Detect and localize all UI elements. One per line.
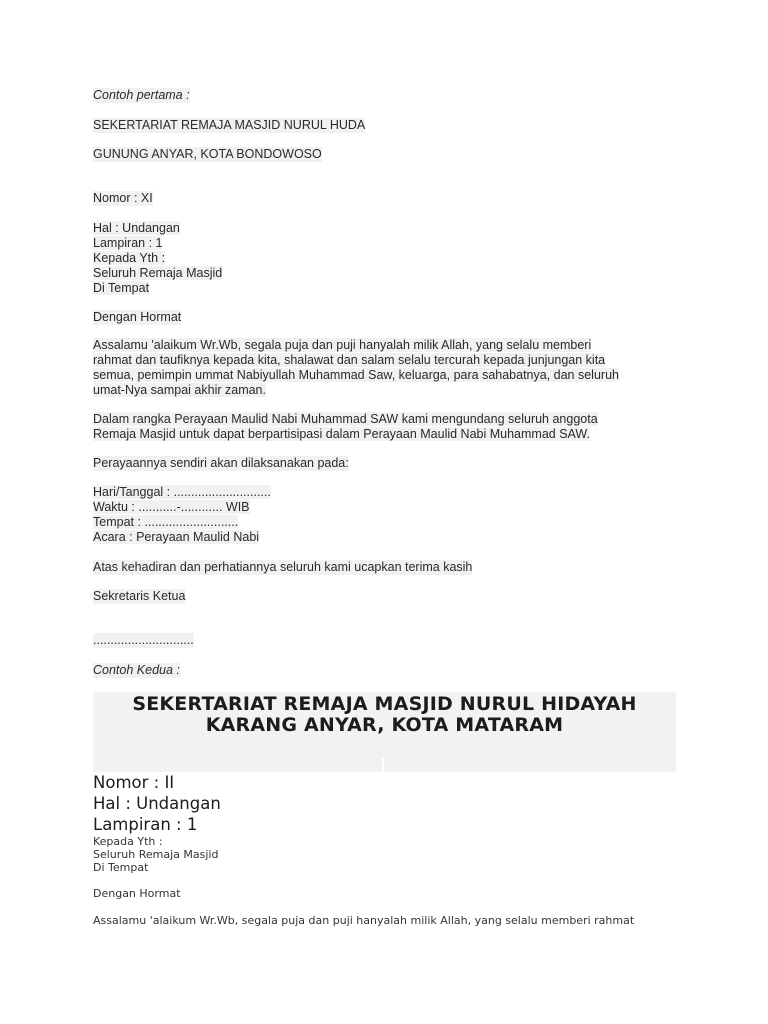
letter-meta <box>93 221 222 296</box>
paragraph-line: Dalam rangka Perayaan Maulid Nabi Muhammad SAW kami mengundang seluruh anggota <box>93 412 598 426</box>
org-name: SEKERTARIAT REMAJA MASJID NURUL HUDA <box>93 118 366 132</box>
example-one-label: Contoh pertama : <box>93 88 190 102</box>
letterhead-address: KARANG ANYAR, KOTA MATARAM <box>205 714 564 736</box>
recipient-title: Kepada Yth : <box>93 835 163 848</box>
signature-line: ............................. <box>93 633 194 647</box>
example-two-label: Contoh Kedua : <box>93 663 180 677</box>
meta-recipient-title: Kepada Yth : <box>93 251 166 265</box>
closing-text: Atas kehadiran dan perhatiannya seluruh kami ucapkan terima kasih <box>93 560 473 574</box>
signoff: Sekretaris Ketua <box>93 589 186 603</box>
meta-recipient: Seluruh Remaja Masjid <box>93 266 223 280</box>
meta-subject: Hal : Undangan <box>93 221 180 235</box>
letter-number: Nomor : XI <box>93 191 153 205</box>
paragraph-opening <box>93 338 619 398</box>
divider <box>382 758 384 772</box>
schedule-list <box>93 485 271 545</box>
greeting: Dengan Hormat <box>93 310 182 324</box>
schedule-place: Tempat : ........................... <box>93 515 239 529</box>
paragraph-line: Remaja Masjid untuk dapat berpartisipasi dalam Perayaan Maulid Nabi Muhammad SAW. <box>93 427 590 441</box>
paragraph-invitation <box>93 412 598 442</box>
paragraph-line: Assalamu 'alaikum Wr.Wb, segala puja dan puji hanyalah milik Allah, yang selalu memberi <box>93 338 592 352</box>
recipient-place: Di Tempat <box>93 861 149 874</box>
paragraph-line: semua, pemimpin ummat Nabiyullah Muhammad Saw, keluarga, para sahabatnya, dan seluruh <box>93 368 619 382</box>
letter-number-large: Nomor : II <box>93 773 175 792</box>
letterhead <box>93 692 676 772</box>
schedule-date: Hari/Tanggal : ............................ <box>93 485 271 499</box>
letterhead-org-name: SEKERTARIAT REMAJA MASJID NURUL HIDAYAH <box>132 693 637 715</box>
meta-place: Di Tempat <box>93 281 150 295</box>
paragraph-opening-two: Assalamu 'alaikum Wr.Wb, segala puja dan puji hanyalah milik Allah, yang selalu memberi rahmat <box>93 914 635 927</box>
schedule-event: Acara : Perayaan Maulid Nabi <box>93 530 260 544</box>
paragraph-line: umat-Nya sampai akhir zaman. <box>93 383 266 397</box>
letter-attachment-large: Lampiran : 1 <box>93 815 198 834</box>
letter-subject-large: Hal : Undangan <box>93 794 221 813</box>
meta-attachment: Lampiran : 1 <box>93 236 163 250</box>
org-address: GUNUNG ANYAR, KOTA BONDOWOSO <box>93 147 322 161</box>
paragraph-schedule-intro: Perayaannya sendiri akan dilaksanakan pada: <box>93 456 349 470</box>
recipient-name: Seluruh Remaja Masjid <box>93 848 219 861</box>
paragraph-line: rahmat dan taufiknya kepada kita, shalawat dan salam selalu tercurah kepada junjungan kita <box>93 353 606 367</box>
greeting-two: Dengan Hormat <box>93 887 181 900</box>
schedule-time: Waktu : ...........-............ WIB <box>93 500 250 514</box>
